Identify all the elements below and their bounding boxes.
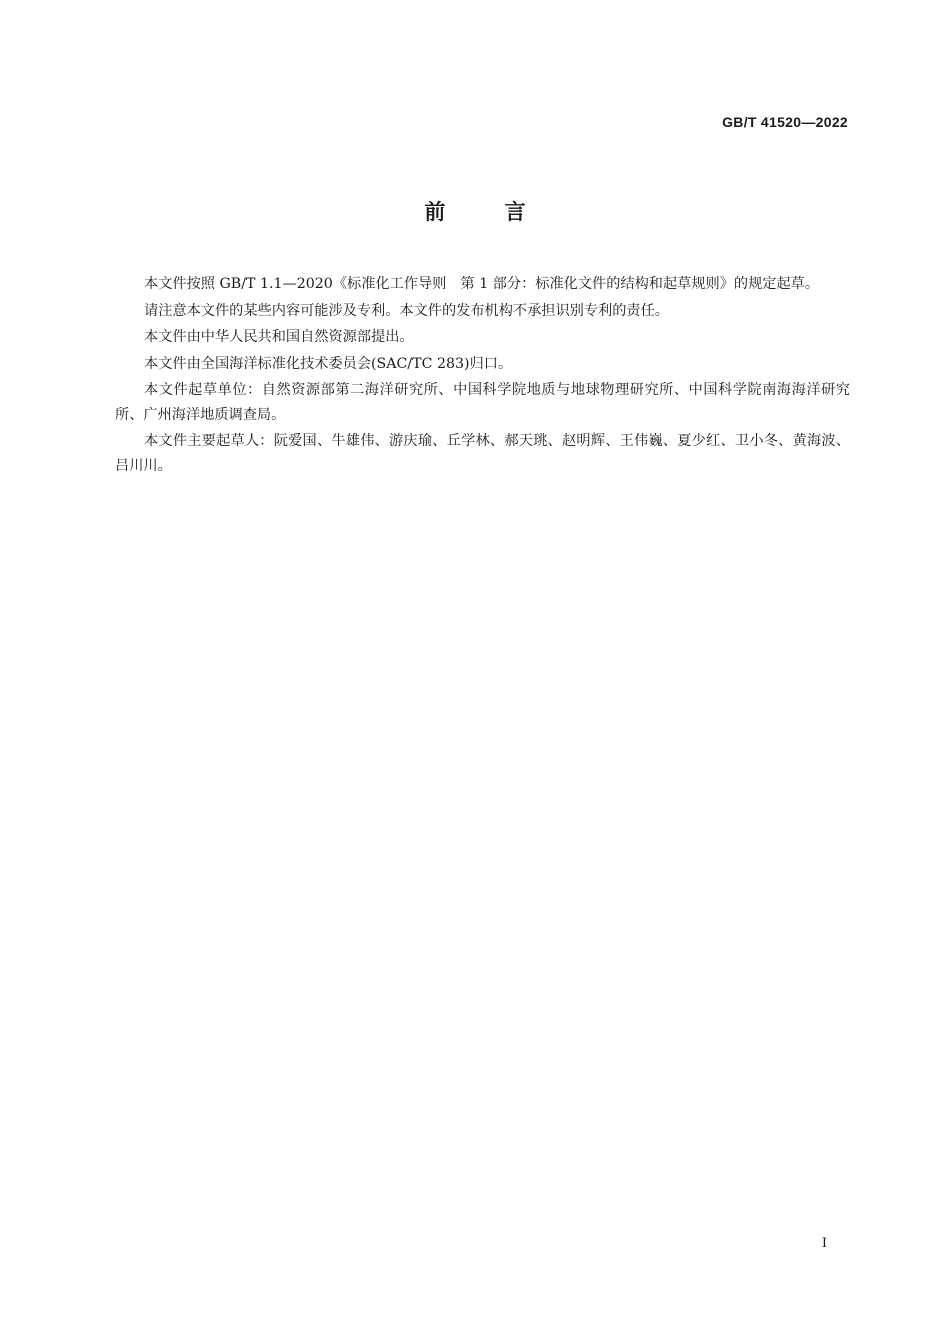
paragraph-patent-notice: 请注意本文件的某些内容可能涉及专利。本文件的发布机构不承担识别专利的责任。 [144, 302, 669, 319]
paragraph-drafting-units: 本文件起草单位：自然资源部第二海洋研究所、中国科学院地质与地球物理研究所、中国科学院南海海洋研究所、广州海洋地质调查局。 [115, 382, 850, 423]
foreword-body [115, 272, 850, 480]
page-title: 前 言 [424, 200, 526, 224]
paragraph-drafters: 本文件主要起草人：阮爱国、牛雄伟、游庆瑜、丘学林、郝天珧、赵明辉、王伟巍、夏少红、卫小冬、黄海波、吕川川。 [115, 433, 850, 474]
paragraph-proposer: 本文件由中华人民共和国自然资源部提出。 [144, 329, 414, 345]
paragraph-committee: 本文件由全国海洋标准化技术委员会(SAC/TC 283)归口。 [144, 355, 513, 372]
page-number: I [821, 1236, 827, 1251]
document-code: GB/T 41520—2022 [722, 114, 848, 130]
paragraph-drafting-rules: 本文件按照 GB/T 1.1—2020《标准化工作导则 第 1 部分：标准化文件的结构和起草规则》的规定起草。 [144, 276, 820, 292]
